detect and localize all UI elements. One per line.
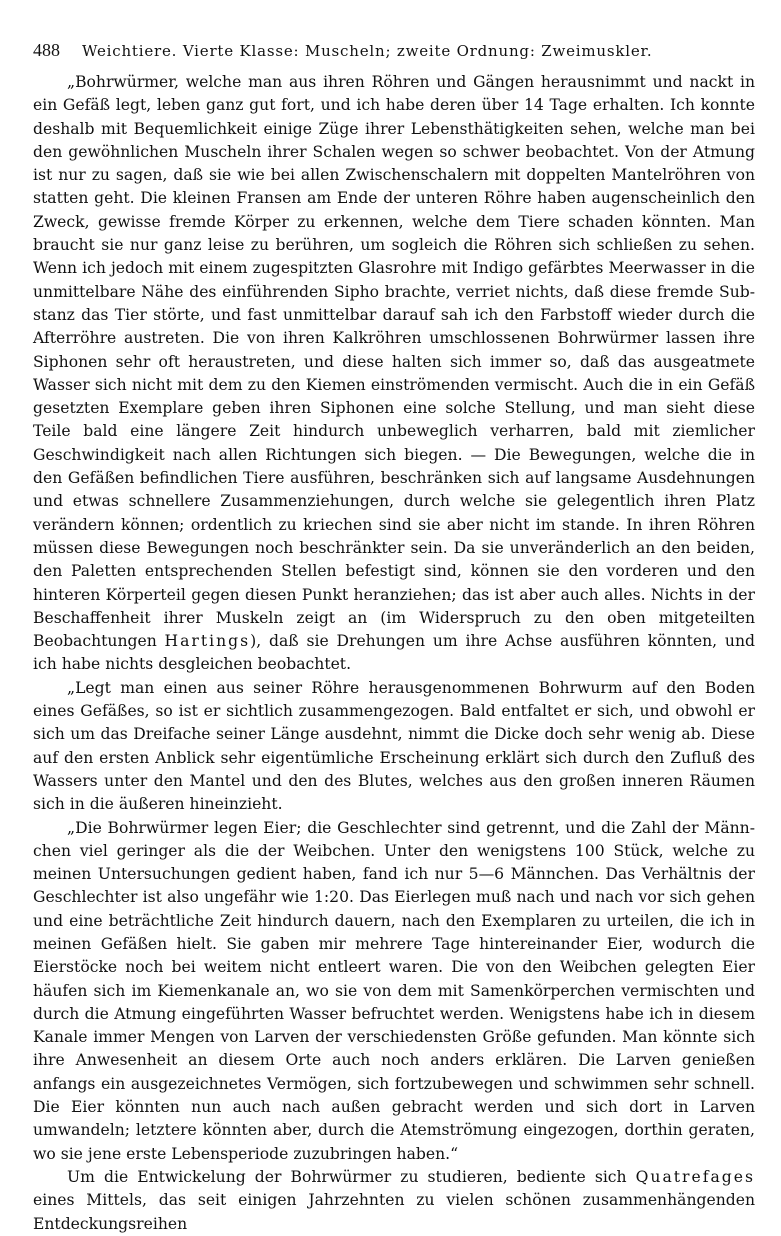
author-name-hartings: Hartings [164,632,251,651]
page-header [33,40,755,61]
paragraph-2: „Legt man einen aus seiner Röhre herausgenommenen Bohrwurm auf den Boden eines Gefäßes, so ist er sichtlich zusammengezogen. Bald entfaltet er sich, und obwohl er sich um das Dreifache seiner Länge ausdehnt, nimmt die Dicke doch sehr wenig ab. Diese auf den ersten Anblick sehr eigentümliche Erscheinung erklärt sich durch den Zufluß des Wassers unter den Mantel und den des Blutes, welches aus den großen inneren Räumen sich in die äußeren hineinzieht. [33,678,755,814]
paragraph-3: „Die Bohrwürmer legen Eier; die Geschlechter sind getrennt, und die Zahl der Männchen viel geringer als die der Weibchen. Unter den wenigstens 100 Stück, welche zu meinen Untersuchungen gedient haben, fand ich nur 5—6 Männchen. Das Verhältnis der Geschlechter ist also ungefähr wie 1:20. Das Eierlegen muß nach und nach vor sich gehen und eine beträchtliche Zeit hindurch dauern, nach den Exemplaren zu urteilen, die ich in meinen Gefäßen hielt. Sie gaben mir mehrere Tage hintereinander Eier, wodurch die Eierstöcke noch bei weitem nicht entleert waren. Die von den Weibchen gelegten Eier häufen sich im Kiemenkanale an, wo sie von dem mit Samenkörperchen vermischten und durch die Atmung eingeführten Wasser befruchtet werden. Wenigstens habe ich in diesem Kanale immer Mengen von Larven der verschiedensten Größe gefunden. Man könnte sich ihre Anwesenheit an diesem Orte auch noch anders erklären. Die Larven genießen anfangs ein ausgezeichnetes Vermögen, sich fortzubewegen und schwimmen sehr schnell. Die Eier könnten nun auch nach außen gebracht werden und sich dort in Larven umwandeln; letztere könnten aber, durch die Atemströmung eingezogen, dorthin geraten, wo sie jene erste Lebensperiode zuzubringen haben.“ [33,818,755,1163]
paragraph-4-text-a: Um die Entwickelung der Bohrwürmer zu studieren, bediente sich [67,1167,636,1186]
paragraph-1-text-b: ), daß sie Drehungen um ihre Achse ausführen könnten, und ich habe nichts desgleichen beobachtet. [33,632,755,674]
author-name-quatrefages: Quatrefages [635,1167,755,1186]
paragraph-1 [33,71,755,677]
paragraph-1-text-a: „Bohrwürmer, welche man aus ihren Röhren und Gängen herausnimmt und nackt in ein Gefäß legt, leben ganz gut fort, und ich habe deren über 14 Tage erhalten. Ich konnte deshalb mit Bequemlichkeit einige Züge ihrer Lebensthätigkeiten sehen, welche man bei den gewöhnlichen Muscheln ihrer Schalen wegen so schwer beobachtet. Von der Atmung ist nur zu sagen, daß sie wie bei allen Zwischenschalern mit doppelten Mantelröhren von statten geht. Die kleinen Fransen am Ende der unteren Röhre haben augenscheinlich den Zweck, gewisse fremde Körper zu erkennen, welche dem Tiere schaden könnten. Man braucht sie nur ganz leise zu berühren, um sogleich die Röhren sich schließen zu sehen. Wenn ich jedoch mit einem zugespitzten Glasrohre mit Indigo gefärbtes Meerwasser in die unmittelbare Nähe des einführenden Sipho brachte, verriet nichts, daß diese fremde Substanz das Tier störte, und fast unmittelbar darauf sah ich den Farbstoff wieder durch die Afterröhre austreten. Die von ihren Kalkröhren umschlossenen Bohrwürmer lassen ihre Siphonen sehr oft heraustreten, und diese halten sich immer so, daß das ausgeatmete Wasser sich nicht mit dem zu den Kiemen einströmenden vermischt. Auch die in ein Gefäß gesetzten Exemplare geben ihren Siphonen eine solche Stellung, und man sieht diese Teile bald eine längere Zeit hindurch unbeweglich verharren, bald mit ziemlicher Geschwindigkeit nach allen Richtungen sich biegen. — Die Bewegungen, welche die in den Gefäßen befindlichen Tiere ausführen, beschränken sich auf langsame Ausdehnungen und etwas schnellere Zusammenziehungen, durch welche sie gelegentlich ihren Platz verändern können; ordentlich zu kriechen sind sie aber nicht im stande. In ihren Röhren müssen diese Bewegungen noch beschränkter sein. Da sie unveränderlich an den beiden, den Paletten entsprechenden Stellen befestigt sind, können sie den vorderen und den hinteren Körperteil gegen diesen Punkt heranziehen; das ist aber auch alles. Nichts in der Beschaffenheit ihrer Muskeln zeigt an (im Widerspruch zu den oben mitgeteilten Beobachtungen [33,73,755,651]
paragraph-4-text-b: eines Mittels, das seit einigen Jahrzehnten zu vielen schönen zusammenhängenden Entdeckungsreihen [33,1191,755,1233]
running-head: Weichtiere. Vierte Klasse: Muscheln; zweite Ordnung: Zweimuskler. [82,42,653,60]
page-number: 488 [33,40,60,60]
paragraph-4 [33,1166,755,1236]
